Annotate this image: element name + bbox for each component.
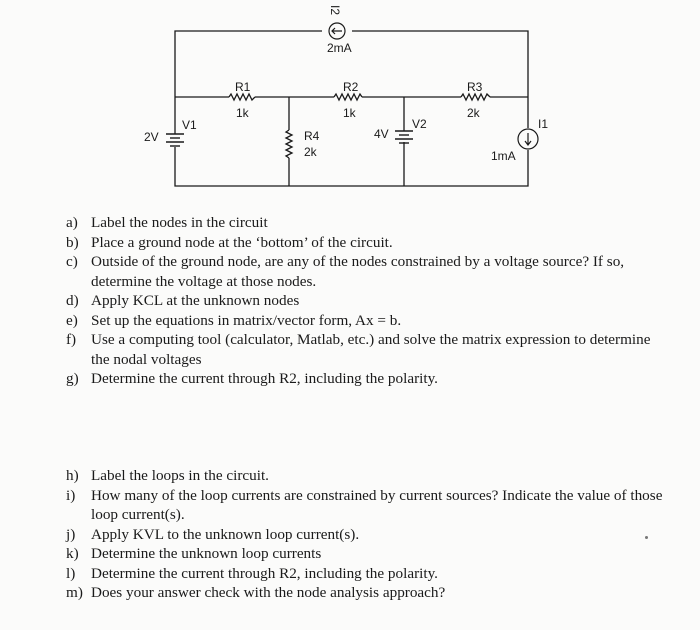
question-item: m) Does your answer check with the node analysis approach? xyxy=(66,584,446,601)
question-item: a) Label the nodes in the circuit xyxy=(66,214,268,231)
wire-bottom-rail xyxy=(175,147,528,186)
question-item: d) Apply KCL at the unknown nodes xyxy=(66,292,300,309)
r2-value: 1k xyxy=(343,106,356,120)
paper-speck xyxy=(645,536,648,539)
circuit-diagram xyxy=(0,0,700,205)
i2-arrow-icon xyxy=(332,28,342,34)
v2-name: V2 xyxy=(412,117,427,131)
r4-value: 2k xyxy=(304,145,317,159)
question-item: g) Determine the current through R2, including the polarity. xyxy=(66,370,438,387)
question-item: h) Label the loops in the circuit. xyxy=(66,467,269,484)
question-item: k) Determine the unknown loop currents xyxy=(66,545,322,562)
v2-battery xyxy=(395,131,413,143)
question-item: e) Set up the equations in matrix/vector form, Ax = b. xyxy=(66,311,402,329)
r2-name: R2 xyxy=(343,80,359,94)
question-item: b) Place a ground node at the ‘bottom’ of the circuit. xyxy=(66,233,393,251)
i2-name: I2 xyxy=(328,5,342,16)
question-item: f) Use a computing tool (calculator, Matlab, etc.) and solve the matrix expression to determine the nodal voltages xyxy=(66,331,651,368)
question-item: i) How many of the loop currents are constrained by current sources? Indicate the value of those loop current(s). xyxy=(66,486,663,523)
r1-value: 1k xyxy=(236,106,249,120)
r2-resistor xyxy=(334,94,362,100)
i1-arrow-icon xyxy=(525,133,531,145)
question-item: l) Determine the current through R2, including the polarity. xyxy=(66,564,438,582)
v1-name: V1 xyxy=(182,118,197,132)
r1-name: R1 xyxy=(235,80,251,94)
i1-name: I1 xyxy=(538,117,549,131)
i1-value: 1mA xyxy=(491,149,516,163)
v2-value: 4V xyxy=(374,127,389,141)
r3-name: R3 xyxy=(467,80,483,94)
question-item: c) Outside of the ground node, are any of the nodes constrained by a voltage source? If so, determine the voltage at those nodes. xyxy=(66,253,625,290)
v1-value: 2V xyxy=(144,130,159,144)
r3-resistor xyxy=(461,94,490,100)
node-analysis-questions xyxy=(66,213,666,389)
question-item: j) Apply KVL to the unknown loop current(s). xyxy=(66,525,360,543)
r4-name: R4 xyxy=(304,129,320,143)
i2-value: 2mA xyxy=(327,41,352,55)
r3-value: 2k xyxy=(467,106,480,120)
r4-resistor xyxy=(286,130,292,158)
loop-analysis-questions xyxy=(66,466,666,603)
r1-resistor xyxy=(229,94,255,100)
